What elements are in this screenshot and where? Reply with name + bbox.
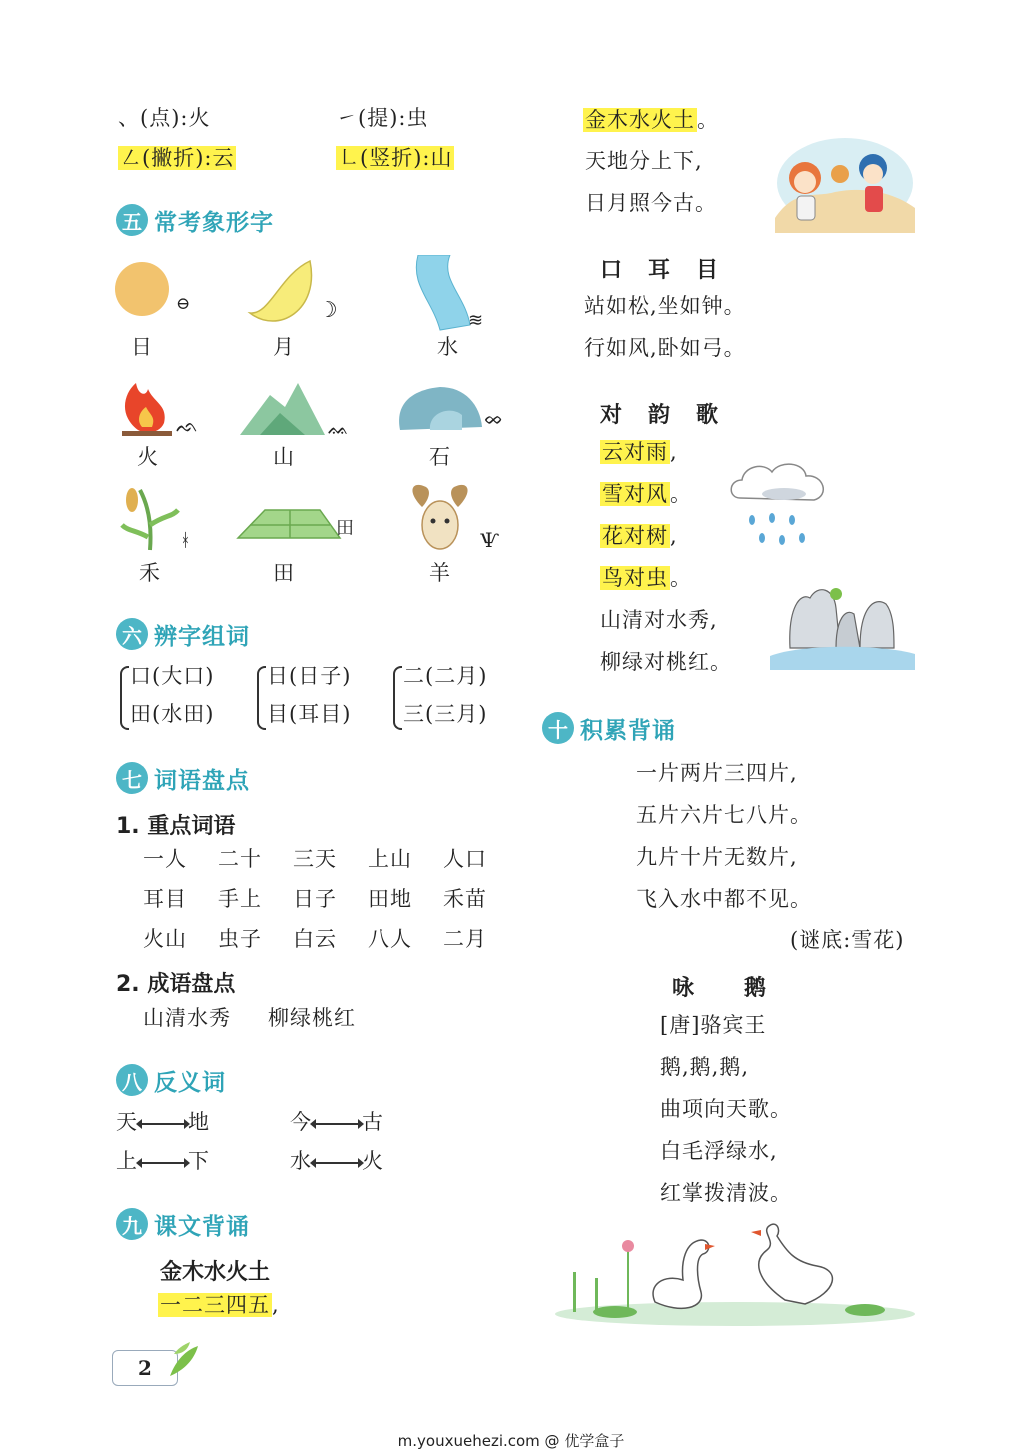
- section-title: 反义词: [154, 1069, 226, 1096]
- vocab-word: 二月: [443, 927, 487, 951]
- vocab-word: 上山: [368, 847, 412, 871]
- stroke-ti: ㇀(提):虫: [336, 106, 429, 130]
- field-glyph-icon: 田: [336, 518, 355, 539]
- poem-line: 站如松,坐如钟。: [584, 294, 746, 318]
- pictograph-label: 羊: [429, 561, 451, 585]
- idiom: 山清水秀: [143, 1006, 231, 1030]
- group-word: 三(三月): [403, 702, 488, 726]
- vocab-word: 白云: [293, 927, 337, 951]
- section-title: 课文背诵: [154, 1213, 250, 1240]
- poem-line: 雪对风。: [602, 482, 692, 506]
- pictograph-label: 日: [131, 335, 153, 359]
- field-image: [238, 510, 340, 538]
- vocab-heading: 1. 重点词语: [116, 814, 236, 839]
- poem-line: 金木水火土。: [585, 108, 719, 132]
- stroke-shuzhe: ㇗(竖折):山: [338, 146, 453, 170]
- section-title: 常考象形字: [154, 209, 274, 236]
- fire-glyph-icon: ᨒ: [176, 416, 200, 437]
- section-badge: 六: [116, 618, 148, 650]
- stroke-piezhe: ㇜(撇折):云: [120, 146, 235, 170]
- poem-line: 白毛浮绿水,: [660, 1139, 778, 1163]
- pictograph-label: 月: [273, 335, 295, 359]
- section-5-heading: [116, 203, 274, 237]
- group-word: 口(大口): [130, 664, 215, 688]
- vocab-word: 禾苗: [443, 887, 487, 911]
- mountain-water-illustration: [770, 578, 915, 673]
- pictograph-label: 水: [437, 335, 459, 359]
- vocab-word: 日子: [293, 887, 337, 911]
- sheep-image: [422, 501, 458, 549]
- section-badge: 七: [116, 762, 148, 794]
- leaf-icon: [166, 1340, 200, 1380]
- water-glyph-icon: ≋: [468, 310, 485, 331]
- grain-image: [140, 490, 151, 550]
- riddle-line: 一片两片三四片,: [636, 761, 798, 785]
- idiom: 柳绿桃红: [268, 1006, 356, 1030]
- riddle-line: 五片六片七八片。: [636, 803, 812, 827]
- vocab-word: 八人: [368, 927, 412, 951]
- children-illustration: [775, 108, 915, 238]
- sheep-glyph-icon: Ѱ: [480, 528, 500, 552]
- poem-author: [唐]骆宾王: [660, 1013, 767, 1037]
- moon-image: [250, 261, 312, 321]
- antonym-pair: 上 下: [116, 1149, 210, 1173]
- vocab-word: 田地: [368, 887, 412, 911]
- moon-glyph-icon: ☽: [318, 298, 339, 323]
- vocab-word: 耳目: [143, 887, 187, 911]
- group-word: 目(耳目): [267, 702, 352, 726]
- sun-image: [115, 262, 169, 316]
- antonym-pair: 天 地: [116, 1110, 210, 1134]
- section-badge: 九: [116, 1208, 148, 1240]
- group-word: 日(日子): [267, 664, 352, 688]
- section-10-heading: [542, 711, 676, 745]
- vocab-word: 三天: [293, 847, 337, 871]
- water-image: [416, 255, 470, 330]
- pictograph-label: 禾: [139, 561, 161, 585]
- antonym-pair: 水 火: [290, 1149, 384, 1173]
- riddle-line: 九片十片无数片,: [636, 845, 798, 869]
- poem-line: 日月照今古。: [585, 191, 717, 215]
- pictograph-label: 田: [273, 561, 295, 585]
- poem-line: 鸟对虫。: [602, 566, 692, 590]
- vocab-word: 人口: [443, 847, 487, 871]
- poem-line: 曲项向天歌。: [660, 1097, 792, 1121]
- antonym-pair: 今 古: [290, 1110, 384, 1134]
- vocab-word: 一人: [143, 847, 187, 871]
- section-7-heading: [116, 761, 250, 795]
- pictograph-label: 火: [137, 445, 159, 469]
- section-title: 词语盘点: [154, 767, 250, 794]
- geese-illustration: [555, 1222, 920, 1327]
- vocab-word: 火山: [143, 927, 187, 951]
- grain-glyph-icon: ᚼ: [180, 530, 192, 551]
- section-6-heading: [116, 617, 250, 651]
- poem-title: 对 韵 歌: [600, 403, 721, 428]
- double-arrow-icon: [140, 1123, 186, 1125]
- brace-icon: [393, 666, 402, 730]
- brace-icon: [120, 666, 129, 730]
- section-title: 积累背诵: [580, 717, 676, 744]
- section-title: 辨字组词: [154, 623, 250, 650]
- vocab-word: 二十: [218, 847, 262, 871]
- poem-line: 天地分上下,: [585, 149, 703, 173]
- section-9-heading: [116, 1207, 250, 1241]
- section-badge: 十: [542, 712, 574, 744]
- poem-title: 口 耳 目: [600, 258, 721, 283]
- poem-title: 金木水火土: [160, 1260, 271, 1285]
- double-arrow-icon: [314, 1162, 360, 1164]
- riddle-line: 飞入水中都不见。: [636, 887, 812, 911]
- stroke-dian: 、(点):火: [118, 106, 211, 130]
- riddle-answer: (谜底:雪花): [790, 928, 905, 952]
- group-word: 二(二月): [403, 664, 488, 688]
- poem-line: 花对树,: [602, 524, 678, 548]
- poem-line: 云对雨,: [602, 440, 678, 464]
- poem-line: 行如风,卧如弓。: [584, 336, 746, 360]
- rain-cloud-illustration: [728, 458, 832, 553]
- group-word: 田(水田): [130, 702, 215, 726]
- double-arrow-icon: [140, 1162, 186, 1164]
- poem-line: 鹅,鹅,鹅,: [660, 1055, 750, 1079]
- stone-glyph-icon: ᨖ: [484, 408, 505, 429]
- pictograph-label: 山: [273, 445, 295, 469]
- mountain-glyph-icon: ᨐ: [328, 418, 351, 439]
- poem-line: 山清对水秀,: [600, 608, 718, 632]
- footer-watermark: m.youxuehezi.com @ 优学盒子: [397, 1432, 625, 1450]
- double-arrow-icon: [314, 1123, 360, 1125]
- section-8-heading: [116, 1063, 226, 1097]
- vocab-word: 手上: [218, 887, 262, 911]
- brace-icon: [257, 666, 266, 730]
- poem-title: 咏 鹅: [672, 976, 769, 1001]
- poem-line: 红掌拨清波。: [660, 1181, 792, 1205]
- poem-line: 柳绿对桃红。: [600, 650, 732, 674]
- page-number: 2: [138, 1356, 152, 1380]
- poem-line: 一二三四五,: [160, 1293, 280, 1317]
- section-badge: 八: [116, 1064, 148, 1096]
- section-badge: 五: [116, 204, 148, 236]
- sun-glyph-icon: ⊖: [176, 294, 192, 314]
- pictograph-label: 石: [429, 445, 451, 469]
- idiom-heading: 2. 成语盘点: [116, 972, 236, 997]
- vocab-word: 虫子: [218, 927, 262, 951]
